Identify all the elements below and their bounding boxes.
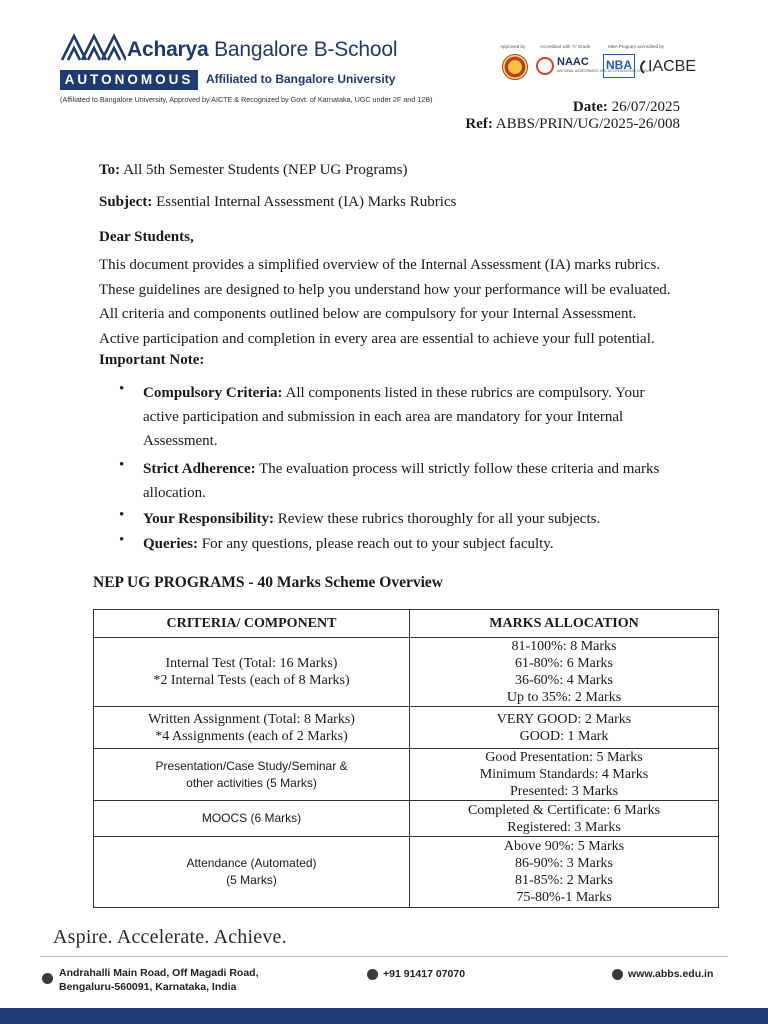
phone-contact: +91 91417 07070 (367, 968, 465, 980)
iacbe-swoosh-icon (638, 60, 647, 74)
table-row (94, 801, 719, 837)
autonomous-badge: AUTONOMOUS (60, 70, 198, 90)
institution-name: Acharya Bangalore B-School (127, 38, 398, 61)
website-link[interactable]: www.abbs.edu.in (612, 968, 713, 980)
marks-cell: Good Presentation: 5 Marks Minimum Standards: 4 Marks Presented: 3 Marks (410, 749, 719, 801)
table-row (94, 749, 719, 801)
program-accredited-caption: MBA Program accredited by (608, 44, 665, 49)
column-header: CRITERIA/ COMPONENT (94, 610, 410, 638)
tagline: Aspire. Accelerate. Achieve. (53, 926, 287, 948)
criteria-cell: Internal Test (Total: 16 Marks) *2 Internal Tests (each of 8 Marks) (94, 638, 410, 707)
affiliation-text: Affiliated to Bangalore University (206, 72, 396, 86)
footer-color-bar (0, 1008, 768, 1024)
approved-by-caption: Approved by (500, 44, 526, 49)
marks-cell: Completed & Certificate: 6 Marks Registered: 3 Marks (410, 801, 719, 837)
phone-icon (367, 969, 378, 980)
bullet-icon: • (119, 507, 125, 523)
table-row (94, 837, 719, 908)
accreditation-logos (498, 44, 723, 84)
table-header-row (94, 610, 719, 638)
greeting: Dear Students, (99, 229, 194, 245)
bullet-icon: • (119, 381, 125, 397)
aicte-seal-icon (502, 54, 528, 80)
table-row (94, 707, 719, 749)
criteria-cell: Presentation/Case Study/Seminar & other activities (5 Marks) (94, 749, 410, 801)
subject-line: Subject: Essential Internal Assessment (IA) Marks Rubrics (99, 194, 457, 210)
iacbe-logo: IACBE (648, 58, 696, 76)
column-header: MARKS ALLOCATION (410, 610, 719, 638)
table-row (94, 638, 719, 707)
location-icon (42, 973, 53, 984)
globe-icon (612, 969, 623, 980)
criteria-cell: Written Assignment (Total: 8 Marks) *4 Assignments (each of 2 Marks) (94, 707, 410, 749)
naac-subtext: NATIONAL ASSESSMENT AND ACCREDITATION COUNCIL (557, 69, 653, 73)
nba-logo: NBA (603, 54, 635, 78)
important-note-heading: Important Note: (99, 352, 205, 368)
letterhead (0, 0, 768, 160)
naac-mark-icon (536, 57, 554, 75)
accredited-caption: Accredited with 'A' Grade (540, 44, 591, 49)
intro-paragraph: This document provides a simplified overview of the Internal Assessment (IA) marks rubrics. These guidelines are designed to help you understand how your performance will be evaluated. All criteria and components outlined below are compulsory for your Internal Assessment. Active participation and completion in every area are essential to achieve your full potential. (99, 257, 671, 347)
letter-date: Date: 26/07/2025 (572, 99, 680, 115)
marks-rubric-table (93, 609, 719, 908)
criteria-cell: MOOCS (6 Marks) (94, 801, 410, 837)
marks-cell: Above 90%: 5 Marks 86-90%: 3 Marks 81-85%: 2 Marks 75-80%-1 Marks (410, 837, 719, 908)
recipient-line: To: All 5th Semester Students (NEP UG Programs) (99, 162, 408, 178)
naac-text: NAAC (557, 56, 589, 68)
footer-divider (40, 956, 728, 957)
marks-cell: 81-100%: 8 Marks 61-80%: 6 Marks 36-60%: 4 Marks Up to 35%: 2 Marks (410, 638, 719, 707)
bullet-icon: • (119, 532, 125, 548)
acharya-logo-icon (60, 30, 126, 62)
approval-text: (Affiliated to Bangalore University, Approved by AICTE & Recognized by Govt. of Karnataka, UGC under 2F and 12B) (60, 95, 433, 104)
marks-cell: VERY GOOD: 2 Marks GOOD: 1 Mark (410, 707, 719, 749)
bullet-icon: • (119, 457, 125, 473)
table-title: NEP UG PROGRAMS - 40 Marks Scheme Overview (93, 574, 443, 591)
letter-reference: Ref: ABBS/PRIN/UG/2025-26/008 (465, 116, 680, 132)
criteria-cell: Attendance (Automated) (5 Marks) (94, 837, 410, 908)
